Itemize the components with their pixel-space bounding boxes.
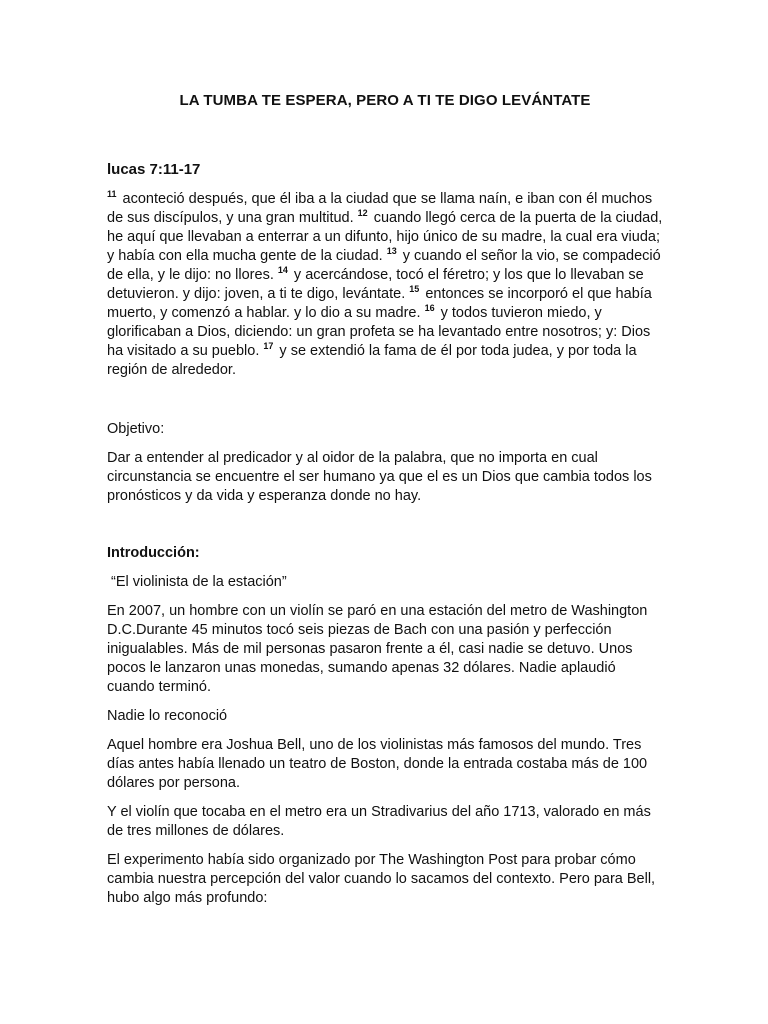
story-paragraph: El experimento había sido organizado por The Washington Post para probar cómo cambia nuestra percepción del valor cuando lo sacamos del contexto. Pero para Bell, hubo algo más profundo: [107,852,656,906]
verse-number: 11 [107,189,117,200]
objective-text: Dar a entender al predicador y al oidor de la palabra, que no importa en cual circunstancia se encuentre el ser humano ya que el es un Dios que cambia todos los pronósticos y da vida y esperanza donde no hay. [107,450,652,504]
objective-label: Objetivo: [107,421,165,437]
verse-text: y cuando el señor la vio, se compadeció de ella, y le dijo: no llores. [107,248,661,283]
verse-number: 12 [357,208,368,219]
document-page [107,90,663,990]
story-title: “El violinista de la estación” [111,574,287,590]
verse-number: 13 [386,246,397,257]
story-paragraph: Y el violín que tocaba en el metro era un Stradivarius del año 1713, valorado en más de tres millones de dólares. [107,804,651,839]
verse-text: y se extendió la fama de él por toda judea, y por toda la región de alrededor. [107,343,637,378]
scripture-passage [107,190,663,380]
document-title: LA TUMBA TE ESPERA, PERO A TI TE DIGO LEVÁNTATE [179,92,591,109]
verse-text: cuando llegó cerca de la puerta de la ciudad, he aquí que llevaban a enterrar a un difunto, hijo único de su madre, la cual era viuda; y había con ella mucha gente de la ciudad. [107,210,663,264]
scripture-reference: lucas 7:11-17 [107,161,201,178]
verse-number: 14 [277,265,288,276]
story-paragraph: Aquel hombre era Joshua Bell, uno de los violinistas más famosos del mundo. Tres días antes había llenado un teatro de Boston, donde la entrada costaba más de 100 dólares por persona. [107,737,648,791]
story-paragraph: Nadie lo reconoció [107,708,228,724]
verse-text: aconteció después, que él iba a la ciudad que se llama naín, e iban con él muchos de sus discípulos, y una gran multitud. [107,191,653,226]
verse-text: entonces se incorporó el que había muerto, y comenzó a hablar. y lo dio a su madre. [107,286,652,321]
verse-text: y todos tuvieron miedo, y glorificaban a Dios, diciendo: un gran profeta se ha levantado entre nosotros; y: Dios ha visitado a su pueblo. [107,305,651,359]
verse-number: 15 [409,284,420,295]
introduction-heading: Introducción: [107,545,200,561]
verse-number: 17 [263,341,274,352]
verse-text: y acercándose, tocó el féretro; y los que lo llevaban se detuvieron. y dijo: joven, a ti te digo, levántate. [107,267,644,302]
story-paragraph: En 2007, un hombre con un violín se paró en una estación del metro de Washington D.C.Durante 45 minutos tocó seis piezas de Bach con una pasión y perfección inigualables. Más de mil personas pasaron frente a él, casi nadie se detuvo. Unos pocos le lanzaron unas monedas, sumando apenas 32 dólares. Nadie aplaudió cuando terminó. [107,603,648,695]
verse-number: 16 [424,303,435,314]
